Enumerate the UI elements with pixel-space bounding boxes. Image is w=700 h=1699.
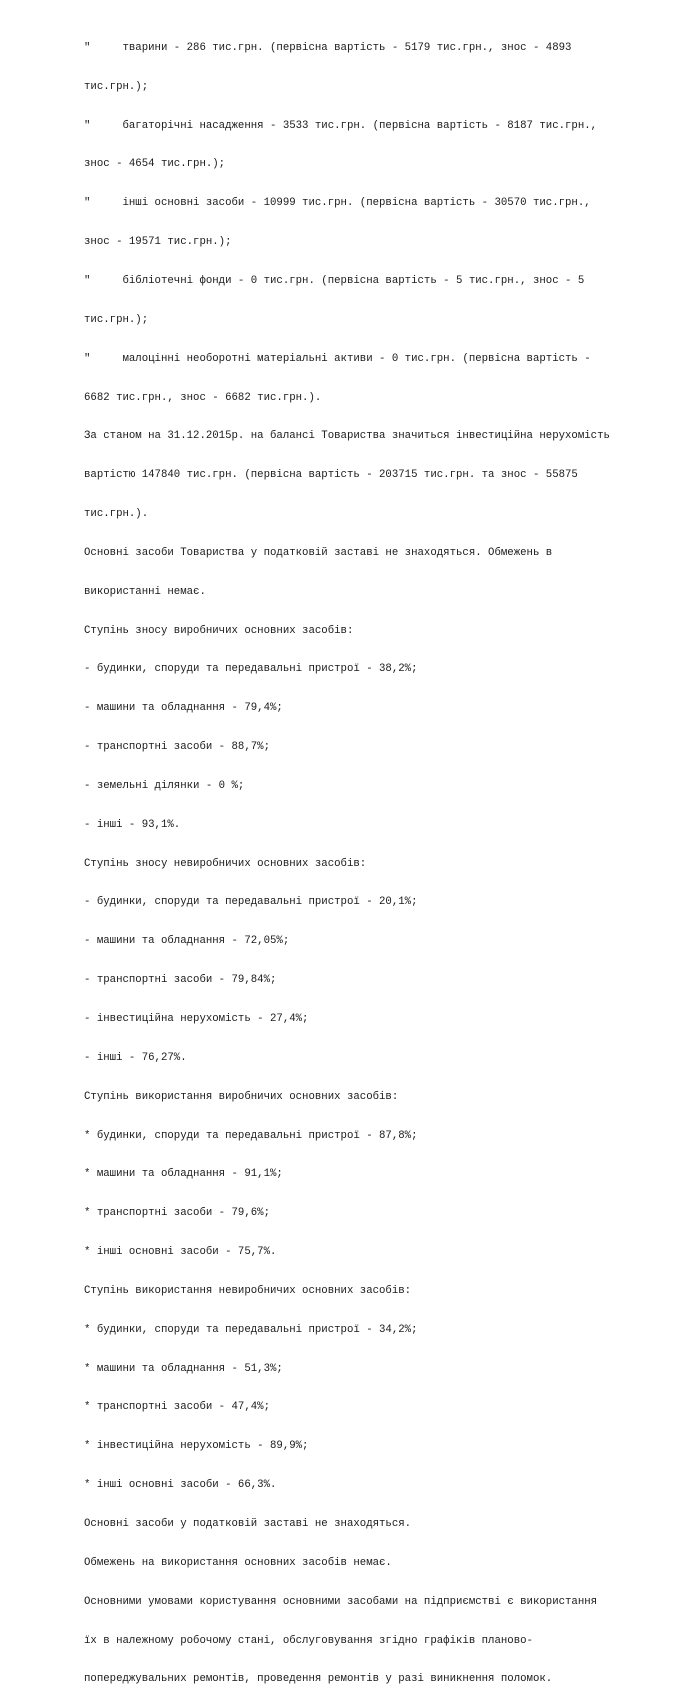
- document-text: [84, 16, 684, 1699]
- text-line: вартістю 147840 тис.грн. (первісна вартість - 203715 тис.грн. та знос - 55875: [84, 469, 578, 482]
- list-item: - інші - 93,1%.: [84, 818, 181, 831]
- list-item: * транспортні засоби - 79,6%;: [84, 1207, 270, 1220]
- text-line: За станом на 31.12.2015р. на балансі Товариства значиться інвестиційна нерухомість: [84, 430, 610, 443]
- list-item: - будинки, споруди та передавальні пристрої - 20,1%;: [84, 896, 418, 909]
- text-line: " тварини - 286 тис.грн. (первісна вартість - 5179 тис.грн., знос - 4893: [84, 41, 572, 54]
- list-item: * машини та обладнання - 91,1%;: [84, 1168, 283, 1181]
- section-heading: Ступінь використання виробничих основних засобів:: [84, 1090, 399, 1103]
- list-item: * інвестиційна нерухомість - 89,9%;: [84, 1440, 309, 1453]
- text-line: Основні засоби у податковій заставі не знаходяться.: [84, 1517, 412, 1530]
- text-line: знос - 19571 тис.грн.);: [84, 236, 232, 249]
- text-line: Основні засоби Товариства у податковій заставі не знаходяться. Обмежень в: [84, 546, 553, 559]
- list-item: - земельні ділянки - 0 %;: [84, 779, 245, 792]
- text-line: Обмежень на використання основних засобів немає.: [84, 1556, 392, 1569]
- text-line: 6682 тис.грн., знос - 6682 тис.грн.).: [84, 391, 322, 404]
- list-item: - інші - 76,27%.: [84, 1051, 187, 1064]
- text-line: тис.грн.);: [84, 313, 149, 326]
- section-heading: Ступінь використання невиробничих основних засобів:: [84, 1284, 412, 1297]
- list-item: * машини та обладнання - 51,3%;: [84, 1362, 283, 1375]
- section-heading: Ступінь зносу невиробничих основних засобів:: [84, 857, 367, 870]
- text-line: " малоцінні необоротні матеріальні активи - 0 тис.грн. (первісна вартість -: [84, 352, 591, 365]
- text-line: попереджувальних ремонтів, проведення ремонтів у разі виникнення поломок.: [84, 1673, 553, 1686]
- text-line: їх в належному робочому стані, обслуговування згідно графіків планово-: [84, 1634, 533, 1647]
- list-item: * інші основні засоби - 75,7%.: [84, 1246, 277, 1259]
- list-item: - транспортні засоби - 79,84%;: [84, 974, 277, 987]
- text-line: тис.грн.);: [84, 80, 149, 93]
- list-item: * будинки, споруди та передавальні пристрої - 34,2%;: [84, 1323, 418, 1336]
- text-line: тис.грн.).: [84, 508, 149, 521]
- text-line: використанні немає.: [84, 585, 206, 598]
- list-item: * транспортні засоби - 47,4%;: [84, 1401, 270, 1414]
- text-line: " багаторічні насадження - 3533 тис.грн. (первісна вартість - 8187 тис.грн.,: [84, 119, 598, 132]
- list-item: - інвестиційна нерухомість - 27,4%;: [84, 1013, 309, 1025]
- list-item: - будинки, споруди та передавальні пристрої - 38,2%;: [84, 663, 418, 676]
- text-line: Основними умовами користування основними засобами на підприємстві є використання: [84, 1595, 598, 1608]
- text-line: " бібліотечні фонди - 0 тис.грн. (первісна вартість - 5 тис.грн., знос - 5: [84, 274, 585, 287]
- list-item: * будинки, споруди та передавальні пристрої - 87,8%;: [84, 1129, 418, 1142]
- section-heading: Ступінь зносу виробничих основних засобів:: [84, 624, 354, 637]
- list-item: - машини та обладнання - 79,4%;: [84, 702, 283, 715]
- text-line: знос - 4654 тис.грн.);: [84, 158, 226, 171]
- list-item: - транспортні засоби - 88,7%;: [84, 741, 270, 754]
- text-line: " інші основні засоби - 10999 тис.грн. (первісна вартість - 30570 тис.грн.,: [84, 197, 591, 210]
- list-item: * інші основні засоби - 66,3%.: [84, 1479, 277, 1492]
- list-item: - машини та обладнання - 72,05%;: [84, 935, 290, 948]
